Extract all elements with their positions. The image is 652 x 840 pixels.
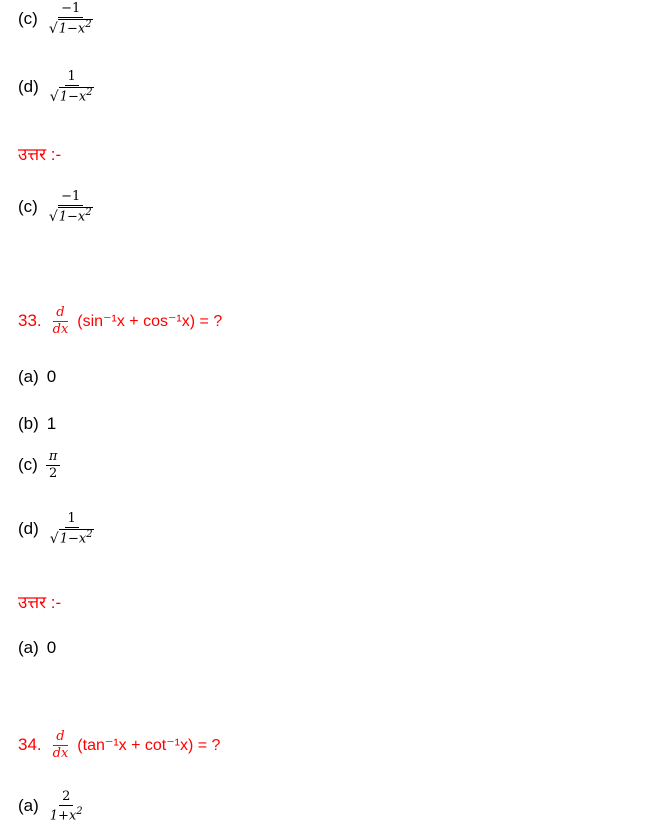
answer-heading: उत्तर :-	[18, 145, 62, 164]
radicand: $1-x^2$	[58, 18, 92, 36]
fraction	[46, 2, 96, 36]
q33-option-a	[18, 367, 56, 387]
fraction-numerator: −1	[58, 190, 83, 206]
fraction-denominator	[47, 528, 97, 547]
square-root	[49, 207, 93, 224]
option-label: (c)	[18, 9, 38, 29]
derivative-operator	[50, 306, 72, 336]
radicand: $1-x^2$	[58, 206, 92, 224]
fraction-numerator: d	[53, 730, 67, 746]
question-number: 34.	[18, 735, 42, 755]
answer-heading: उत्तर :-	[18, 593, 62, 612]
q33-option-c	[18, 450, 60, 480]
fraction-denominator: dx	[52, 745, 69, 761]
square-root	[49, 19, 93, 36]
q34-question	[18, 730, 220, 760]
fraction-denominator	[46, 18, 96, 37]
q33-answer-option	[18, 638, 56, 658]
question-expression: (sin⁻¹x + cos⁻¹x) = ?	[77, 313, 223, 331]
option-label: (d)	[18, 519, 39, 539]
fraction-numerator: π	[46, 450, 61, 466]
fraction-denominator: 2	[48, 465, 58, 481]
option-label: (d)	[18, 77, 39, 97]
q33-option-d	[18, 512, 97, 546]
radical-sign-icon: √	[49, 530, 59, 547]
q32-option-d	[18, 70, 97, 104]
fraction-denominator	[46, 206, 96, 225]
option-label: (c)	[18, 455, 38, 475]
radical-sign-icon: √	[48, 20, 58, 37]
fraction-denominator	[47, 86, 97, 105]
fraction	[46, 190, 96, 224]
radical-sign-icon: √	[48, 208, 58, 225]
option-label: (c)	[18, 197, 38, 217]
option-label: (a)	[18, 796, 39, 816]
option-value: 0	[46, 367, 57, 386]
q33-option-b	[18, 414, 56, 434]
q33-question	[18, 306, 222, 336]
radicand: $1-x^2$	[59, 86, 93, 104]
radicand: $1-x^2$	[59, 528, 93, 546]
fraction-numerator: −1	[58, 2, 83, 18]
square-root	[50, 87, 94, 104]
fraction	[47, 512, 97, 546]
fraction-denominator: $1+x^2$	[49, 805, 83, 823]
option-label: (a)	[18, 638, 39, 657]
option-value: 1	[46, 414, 57, 433]
radical-sign-icon: √	[49, 88, 59, 105]
fraction-numerator: 1	[65, 512, 79, 528]
question-expression: (tan⁻¹x + cot⁻¹x) = ?	[77, 737, 221, 755]
square-root	[50, 529, 94, 546]
fraction-denominator: dx	[52, 321, 69, 337]
fraction	[47, 790, 86, 823]
fraction-numerator: d	[53, 306, 67, 322]
fraction	[47, 70, 97, 104]
question-number: 33.	[18, 311, 42, 331]
q32-answer-option	[18, 190, 96, 224]
fraction-numerator: 2	[59, 790, 73, 806]
derivative-operator	[50, 730, 72, 760]
fraction-numerator: 1	[65, 70, 79, 86]
fraction	[46, 450, 61, 480]
q32-option-c	[18, 2, 96, 36]
option-label: (a)	[18, 367, 39, 386]
option-label: (b)	[18, 414, 39, 433]
option-value: 0	[46, 638, 57, 657]
q34-option-a	[18, 790, 86, 823]
